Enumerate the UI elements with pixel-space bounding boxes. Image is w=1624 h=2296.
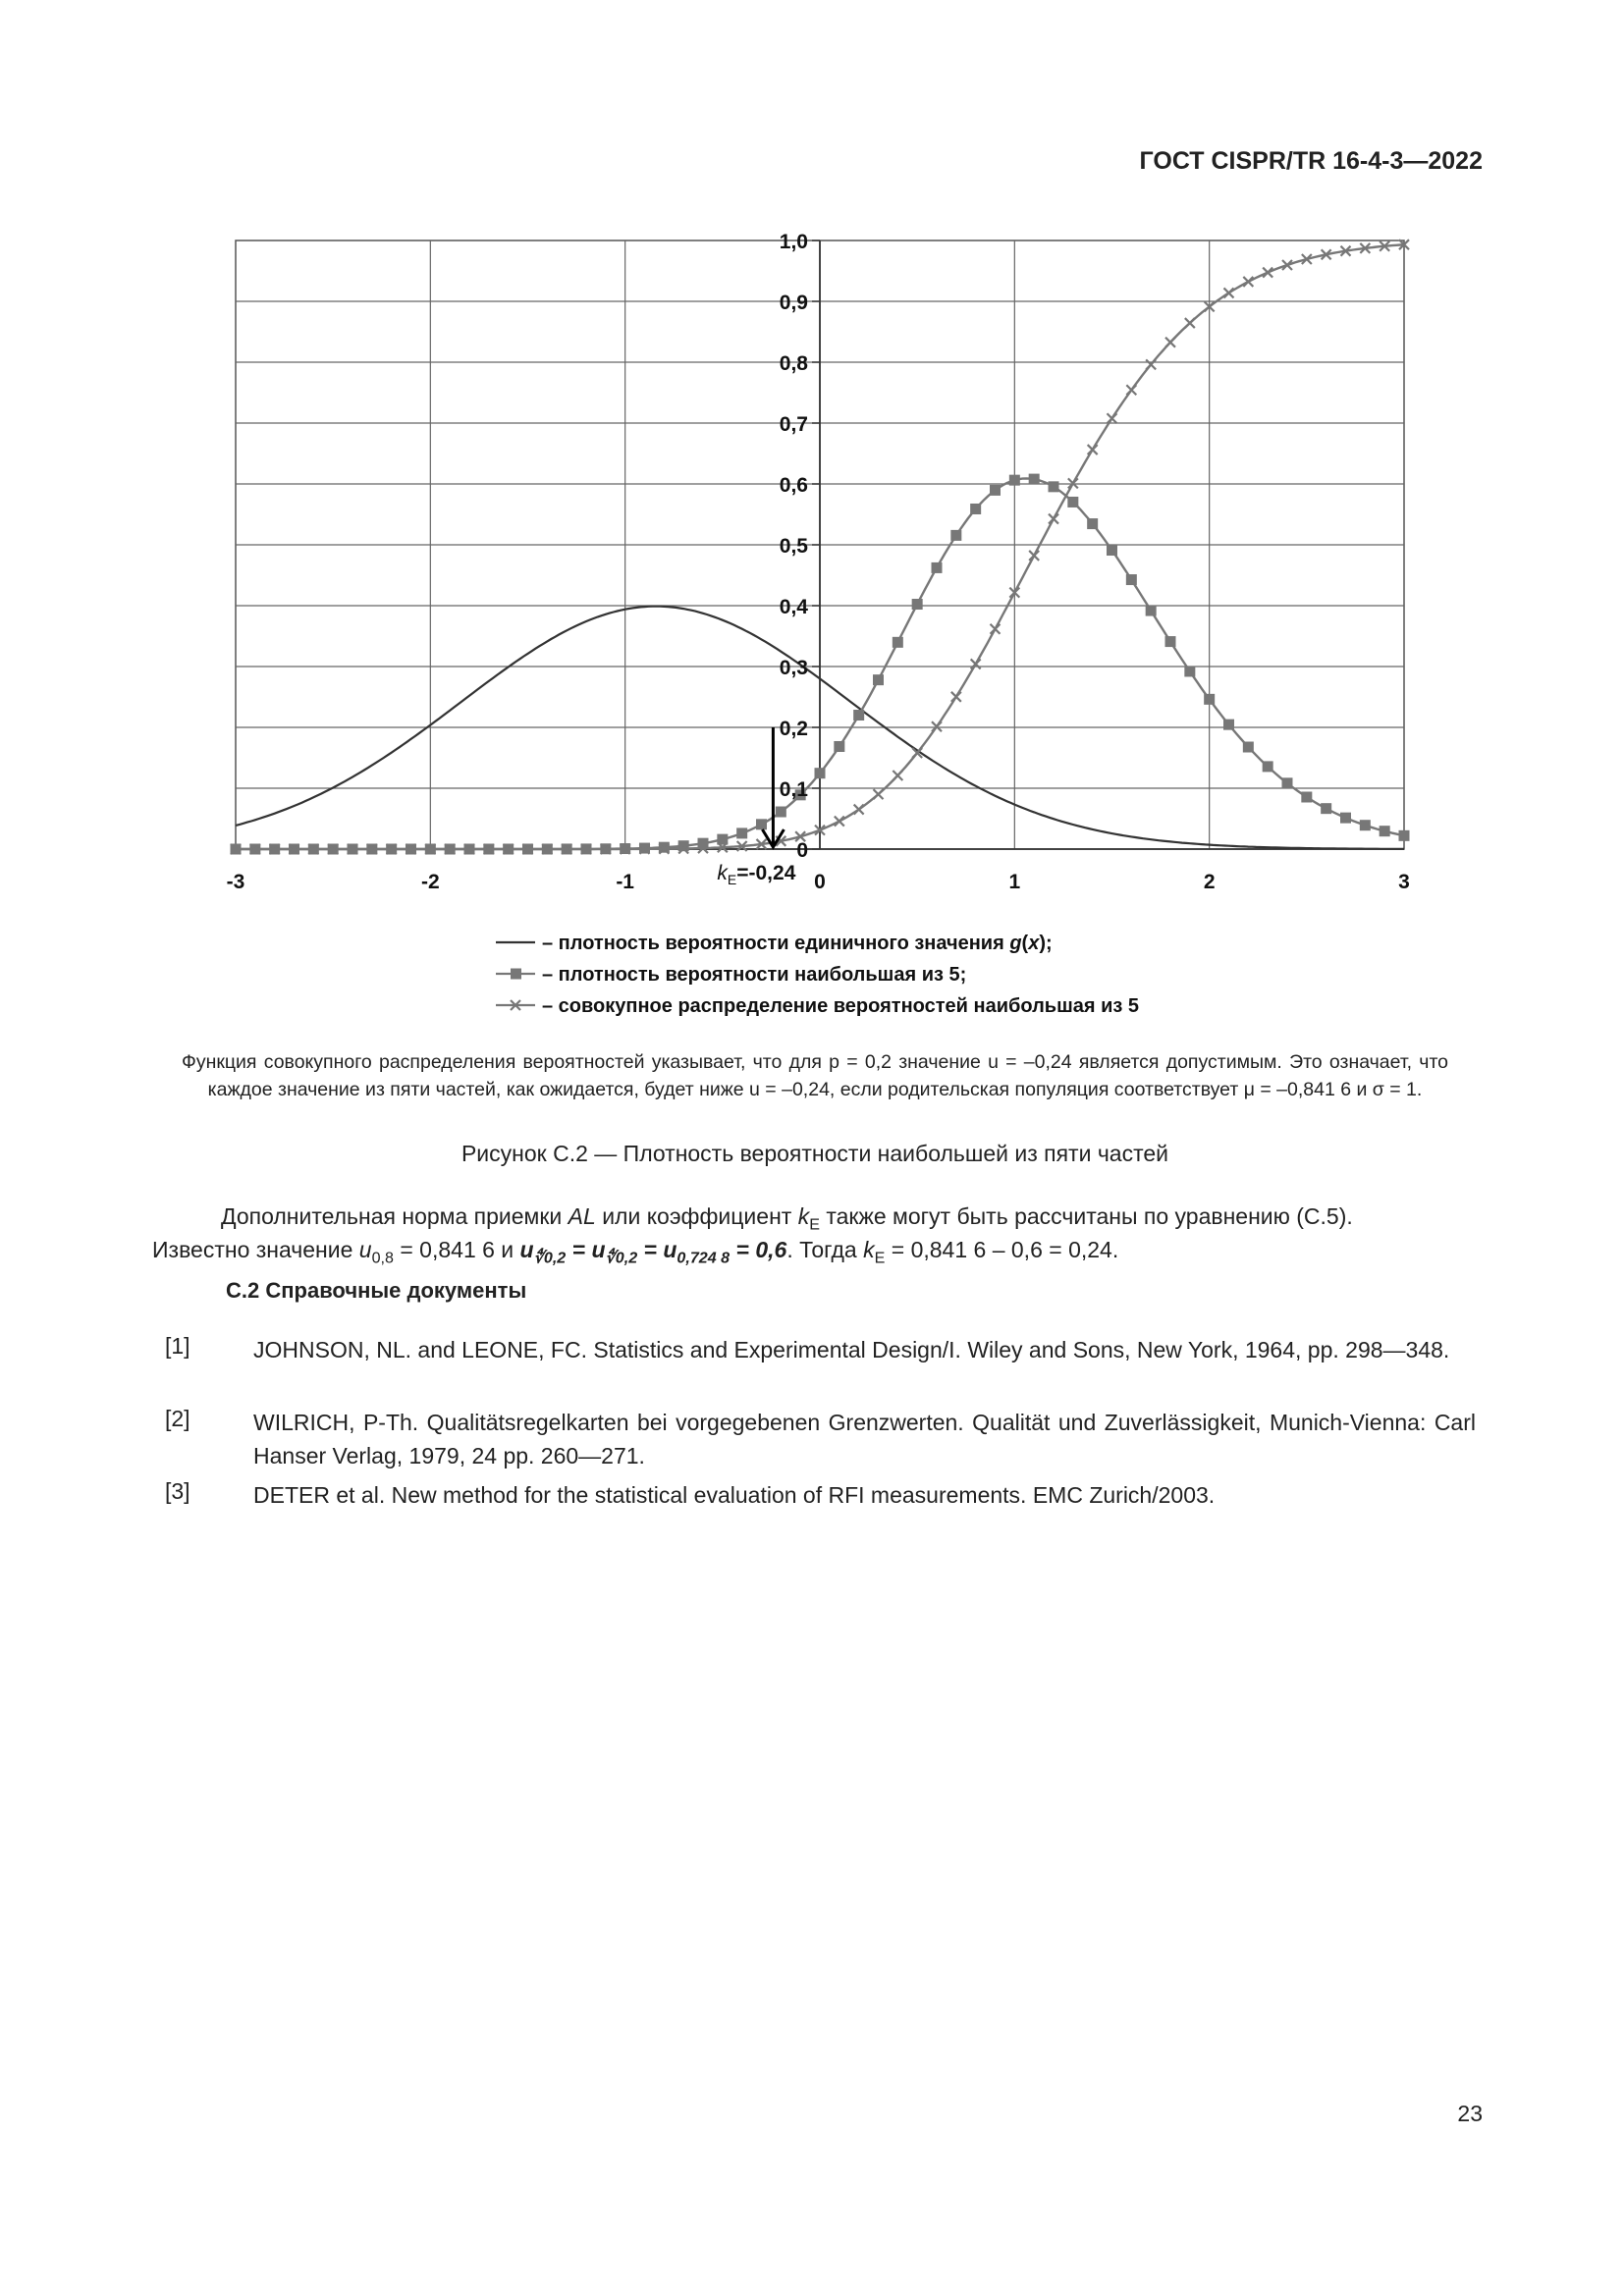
document-header: ГОСТ CISPR/TR 16-4-3—2022 — [1139, 147, 1483, 175]
data-point — [1399, 830, 1410, 841]
data-point — [834, 741, 844, 752]
x-tick-label: 0 — [814, 871, 826, 893]
reference-number: [2] — [165, 1406, 190, 1431]
y-tick-label: 1,0 — [779, 231, 808, 253]
data-point — [1204, 694, 1215, 705]
figure-note: Функция совокупного распределения вероятностей указывает, что для p = 0,2 значение u = –0,24 является допустимым. Это означает, что каждое значение из пяти частей, как ожидается, будет ниже u = –0,24, если родительская популяция соответствует μ = –0,841 6 и σ = 1. — [182, 1051, 1448, 1100]
data-point — [1282, 777, 1293, 788]
data-point — [756, 819, 767, 829]
y-tick-label: 0 — [796, 839, 808, 862]
x-tick-label: -3 — [226, 871, 245, 893]
paragraph-1: Дополнительная норма приемки AL или коэффициент $k_E$ также могут быть рассчитаны по уравнению (С.5). — [221, 1203, 1353, 1234]
y-tick-label: 0,8 — [779, 352, 808, 375]
data-point — [1223, 720, 1234, 730]
data-point — [1360, 820, 1371, 830]
data-point — [1126, 574, 1137, 585]
data-point — [1243, 742, 1254, 753]
data-point — [970, 504, 981, 514]
y-tick-label: 0,2 — [779, 718, 808, 740]
legend — [496, 933, 1139, 1017]
data-point — [776, 807, 786, 818]
data-point — [1263, 761, 1273, 772]
legend-entry-max5_cdf — [496, 995, 1139, 1017]
y-tick-label: 0,1 — [779, 778, 808, 801]
data-point — [990, 485, 1001, 496]
reference-text: DETER et al. New method for the statistical evaluation of RFI measurements. EMC Zurich/2003. — [253, 1482, 1216, 1508]
legend-entry-g — [496, 933, 1053, 954]
data-point — [1340, 813, 1351, 824]
y-tick-label: 0,4 — [779, 596, 808, 618]
reference-text: JOHNSON, NL. and LEONE, FC. Statistics and Experimental Design/I. Wiley and Sons, New York, 1964, pp. 298—348. — [253, 1337, 1450, 1362]
legend-marker — [511, 969, 521, 980]
data-point — [1107, 545, 1117, 556]
legend-label: – плотность вероятности единичного значения g(x); — [542, 933, 1053, 954]
data-point — [1184, 666, 1195, 676]
y-tick-label: 0,7 — [779, 413, 808, 436]
section-heading: С.2 Справочные документы — [226, 1278, 527, 1303]
data-point — [1087, 518, 1098, 529]
reference-number: [1] — [165, 1333, 190, 1359]
legend-label: – плотность вероятности наибольшая из 5; — [542, 964, 967, 986]
data-point — [893, 637, 903, 648]
data-point — [736, 828, 747, 838]
data-point — [1380, 826, 1390, 836]
data-point — [853, 710, 864, 721]
data-point — [1029, 474, 1040, 485]
figure-caption: Рисунок С.2 — Плотность вероятности наибольшей из пяти частей — [460, 1141, 1169, 1166]
x-tick-label: -2 — [420, 871, 440, 893]
x-tick-label: 2 — [1203, 871, 1216, 893]
data-point — [815, 768, 826, 778]
data-point — [1301, 791, 1312, 802]
x-tick-label: 3 — [1398, 871, 1410, 893]
y-tick-label: 0,6 — [779, 474, 808, 497]
y-tick-label: 0,3 — [779, 657, 808, 679]
data-point — [1049, 481, 1059, 492]
data-point — [932, 562, 943, 573]
data-point — [1067, 497, 1078, 507]
data-point — [1321, 803, 1331, 814]
page-number: 23 — [1457, 2101, 1483, 2126]
equation: $u_{∜0,2} = u_{∜0,2} = u_{0,724 8} = 0,6$ — [519, 1237, 787, 1267]
data-point — [1146, 606, 1157, 616]
data-point — [1165, 636, 1176, 647]
data-point — [873, 674, 884, 685]
probability-chart — [0, 0, 1624, 1041]
paragraph-2: Известно значение $u_{0,8} = 0,841$ 6 и $u_{∜0,2} = u_{∜0,2} = u_{0,724 8} = 0,6$. Тогда $k_E = 0,841$ 6 – 0,6 = 0,24. — [152, 1237, 1119, 1267]
reference-number: [3] — [165, 1478, 190, 1504]
ke-label: $k_E=-0,24$ — [717, 862, 796, 887]
legend-entry-max5_pdf — [496, 964, 966, 986]
data-point — [1009, 475, 1020, 486]
y-tick-label: 0,9 — [779, 292, 808, 314]
y-tick-label: 0,5 — [779, 535, 808, 558]
legend-label: – совокупное распределение вероятностей наибольшая из 5 — [542, 995, 1139, 1017]
x-tick-label: 1 — [1008, 871, 1021, 893]
data-point — [912, 599, 923, 610]
x-tick-label: -1 — [616, 871, 635, 893]
reference-text: WILRICH, P-Th. Qualitätsregelkarten bei vorgegebenen Grenzwerten. Qualität und Zuverlässigkeit, Munich-Vienna: Carl Hanser Verlag, 1979, 24 pp. 260—271. — [253, 1410, 1476, 1468]
data-point — [950, 530, 961, 541]
